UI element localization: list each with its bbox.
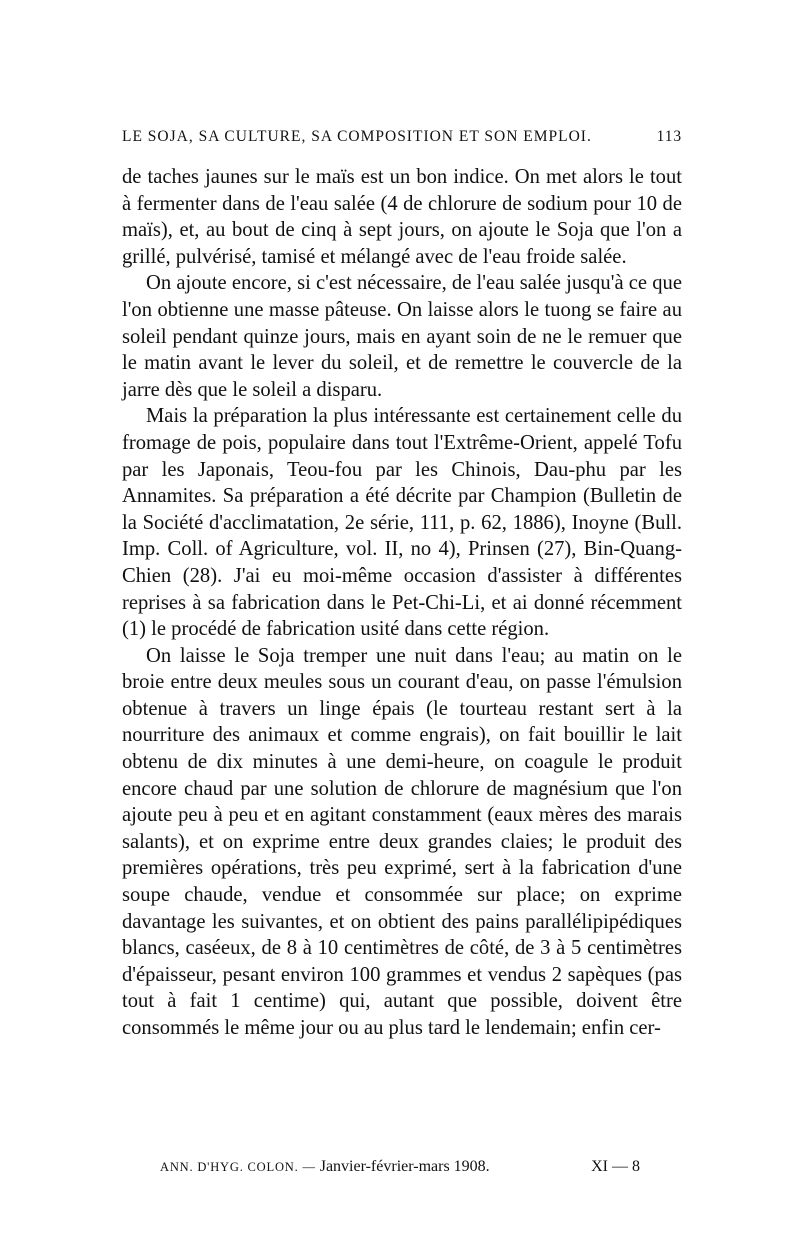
- issue-dates: Janvier-février-mars 1908.: [319, 1158, 490, 1175]
- signature-mark: XI — 8: [591, 1158, 640, 1175]
- paragraph-4: On laisse le Soja tremper une nuit dans l'eau; au matin on le broie entre deux meules sous un courant d'eau, on passe l'émulsion obtenue à travers un linge épais (le tourteau restant sert à la nourriture des animaux et comme engrais), on fait bouillir le lait obtenu de dix minutes à une demi-heure, on coagule le produit encore chaud par une solution de chlorure de magnésium que l'on ajoute peu à peu et en agitant constamment (eaux mères des marais salants), et on exprime entre deux grandes claies; le produit des premières opérations, très peu exprimé, sert à la fabrication d'une soupe chaude, vendue et consommée sur place; on exprime davantage les suivantes, et on obtient des pains parallélipipédiques blancs, caséeux, de 8 à 10 centimètres de côté, de 3 à 5 centimètres d'épaisseur, pesant environ 100 grammes et vendus 2 sapèques (pas tout à fait 1 centime) qui, autant que possible, doivent être consommés le même jour ou au plus tard le lendemain; enfin cer-: [122, 644, 682, 1039]
- paragraph-3: Mais la préparation la plus intéressante est certainement celle du fromage de pois, populaire dans tout l'Extrême-Orient, appelé Tofu par les Japonais, Teou-fou par les Chinois, Dau-phu par les Annamites. Sa préparation a été décrite par Champion (Bulletin de la Société d'acclimatation, 2e série, 111, p. 62, 1886), Inoyne (Bull. Imp. Coll. of Agriculture, vol. II, no 4), Prinsen (27), Bin-Quang-Chien (28). J'ai eu moi-même occasion d'assister à différentes reprises à sa fabrication dans le Pet-Chi-Li, et ai donné récemment (1) le procédé de fabrication usité dans cette région.: [122, 405, 682, 641]
- page: [122, 128, 682, 1042]
- paragraph-2: On ajoute encore, si c'est nécessaire, de l'eau salée jusqu'à ce que l'on obtienne une masse pâteuse. On laisse alors le tuong se faire au soleil pendant quinze jours, mais en ayant soin de ne le remuer que le matin avant le lever du soleil, et de remettre le couvercle de la jarre dès que le soleil a disparu.: [122, 272, 682, 401]
- running-head: [122, 128, 682, 164]
- page-number: 113: [656, 128, 682, 145]
- body-text: [122, 164, 682, 1042]
- paragraph-1: de taches jaunes sur le maïs est un bon indice. On met alors le tout à fermenter dans de l'eau salée (4 de chlorure de sodium pour 10 de maïs), et, au bout de cinq à sept jours, on ajoute le Soja que l'on a grillé, pulvérisé, tamisé et mélangé avec de l'eau froide salée.: [122, 166, 682, 268]
- footer-separator: —: [302, 1160, 316, 1174]
- journal-citation: [160, 1158, 490, 1176]
- footer: [160, 1158, 640, 1176]
- journal-name: ANN. D'HYG. COLON.: [160, 1160, 299, 1174]
- running-title: LE SOJA, SA CULTURE, SA COMPOSITION ET SON EMPLOI.: [122, 128, 592, 145]
